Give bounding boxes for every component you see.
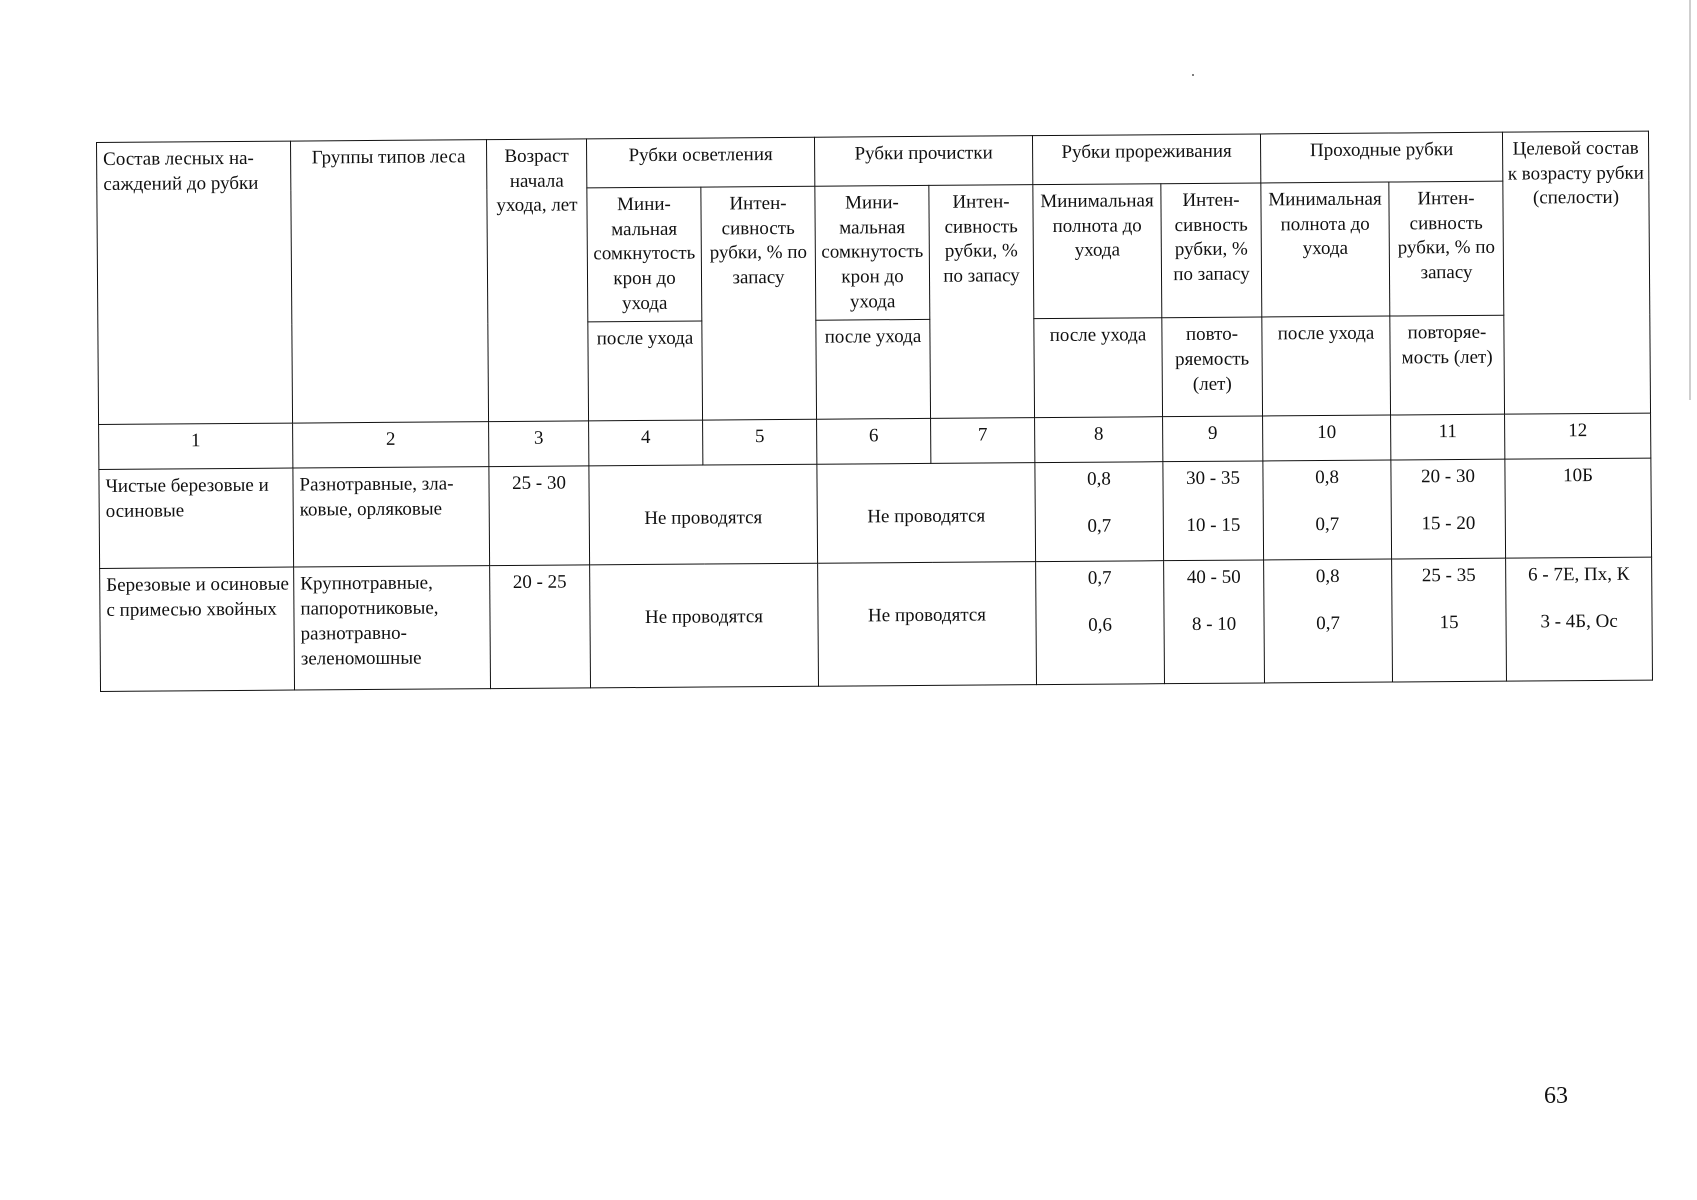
- table-row: [100, 558, 1653, 692]
- not-conducted-text: Не проводятся: [867, 505, 986, 528]
- column-number: 4: [589, 420, 703, 466]
- target-composition: 6 - 7Е, Пх, К: [1528, 564, 1630, 586]
- subheader-pass-after: после ухода: [1262, 316, 1391, 416]
- subheader-thin-after: после ухода: [1034, 318, 1163, 418]
- value-before: 0,8: [1087, 469, 1111, 491]
- column-number: 10: [1263, 415, 1391, 461]
- subheader-pass-int: Интенсивность рубки, % по запасу: [1389, 181, 1504, 316]
- header-thinning: Рубки прореживания: [1032, 134, 1260, 185]
- subheader-pass-min: Минимальная полнота до ухода: [1261, 182, 1390, 317]
- value-intensity: 40 - 50: [1186, 567, 1241, 589]
- subheader-clar-int: Интенсивность рубки, % по запасу: [701, 186, 817, 420]
- value-repeat: 10 - 15: [1186, 514, 1241, 537]
- value-intensity: 25 - 35: [1421, 565, 1476, 587]
- cell-cleaning: [818, 562, 1037, 687]
- cell-pass-min: [1264, 559, 1393, 683]
- cell-thin-int: [1163, 461, 1264, 561]
- column-number: 1: [99, 424, 293, 470]
- target-composition: 10Б: [1562, 465, 1594, 487]
- not-conducted-text: Не проводятся: [867, 604, 987, 627]
- subheader-thin-repeat: повторяемость (лет): [1162, 317, 1263, 417]
- page-number: 63: [1544, 1083, 1568, 1109]
- cell-target: [1506, 558, 1653, 682]
- cell-clarification: [589, 465, 818, 566]
- column-number: 8: [1035, 417, 1163, 463]
- cell-target: [1505, 459, 1652, 559]
- cell-pass-int: [1391, 460, 1506, 560]
- column-number: 5: [703, 420, 817, 466]
- cell-forest-types: Разнотравные, злаковые, орляковые: [293, 467, 490, 567]
- header-clarification: Рубки осветления: [586, 137, 814, 188]
- cell-age: 20 - 25: [490, 565, 591, 689]
- value-before: 0,8: [1315, 566, 1340, 588]
- value-before: 0,8: [1315, 467, 1339, 489]
- value-after: 0,7: [1087, 515, 1112, 537]
- value-repeat: 8 - 10: [1191, 613, 1237, 636]
- not-conducted-text: Не проводятся: [644, 507, 763, 530]
- scan-speck: [1192, 74, 1194, 76]
- header-passage: Проходные рубки: [1261, 132, 1503, 183]
- column-number: 12: [1505, 414, 1651, 460]
- forest-care-table: [96, 131, 1653, 693]
- subheader-clean-min: Минимальная сомкнутость крон до ухода: [815, 185, 930, 320]
- subheader-thin-min: Минимальная полнота до ухода: [1033, 184, 1162, 319]
- cell-age: 25 - 30: [489, 466, 590, 566]
- column-number: 6: [817, 419, 931, 465]
- cell-clarification: [590, 564, 819, 689]
- value-after: 0,6: [1088, 614, 1113, 636]
- column-number: 7: [931, 418, 1035, 464]
- subheader-thin-int: Интенсивность рубки, % по запасу: [1161, 183, 1262, 318]
- cell-forest-types: Крупнотравные, папоротниковые, разнотравнозеленомошные: [294, 566, 491, 690]
- subheader-clar-after: после ухода: [588, 322, 703, 422]
- value-before: 0,7: [1087, 568, 1112, 590]
- column-number: 11: [1391, 415, 1505, 461]
- subheader-pass-repeat: повторяемость (лет): [1390, 316, 1505, 416]
- header-forest-types: Группы типов леса: [290, 140, 488, 424]
- value-intensity: 20 - 30: [1421, 466, 1476, 488]
- cell-cleaning: [817, 463, 1036, 564]
- cell-thin-min: [1036, 561, 1165, 685]
- value-repeat: 15: [1439, 612, 1459, 634]
- table-row: [99, 459, 1652, 569]
- header-target: Целевой состав к возрасту рубки (спелости): [1503, 131, 1651, 415]
- cell-thin-int: [1164, 560, 1265, 684]
- not-conducted-text: Не проводятся: [644, 606, 764, 629]
- cell-composition: Чистые березовые и осиновые: [99, 469, 294, 569]
- subheader-clean-int: Интенсивность рубки, % по запасу: [929, 185, 1035, 419]
- cell-pass-int: [1392, 559, 1507, 683]
- subheader-clar-min: Минимальная сомкнутость крон до ухода: [587, 187, 702, 322]
- column-number: 9: [1163, 416, 1263, 462]
- cell-pass-min: [1263, 460, 1392, 560]
- value-after: 0,7: [1315, 514, 1340, 536]
- subheader-clean-after: после ухода: [816, 320, 931, 420]
- cell-composition: Березовые и осиновые с примесью хвойных: [100, 568, 295, 692]
- target-composition: 3 - 4Б, Ос: [1540, 610, 1618, 633]
- cell-thin-min: [1035, 462, 1164, 562]
- column-number: 3: [489, 421, 589, 467]
- value-intensity: 30 - 35: [1186, 468, 1241, 490]
- value-repeat: 15 - 20: [1421, 513, 1476, 535]
- column-number: 2: [293, 422, 489, 468]
- header-start-age: Возраст начала ухода, лет: [486, 139, 588, 422]
- header-cleaning: Рубки прочистки: [814, 136, 1032, 187]
- header-composition: Состав лесных насаждений до рубки: [97, 141, 293, 425]
- value-after: 0,7: [1316, 613, 1341, 635]
- scan-edge: [1689, 0, 1691, 400]
